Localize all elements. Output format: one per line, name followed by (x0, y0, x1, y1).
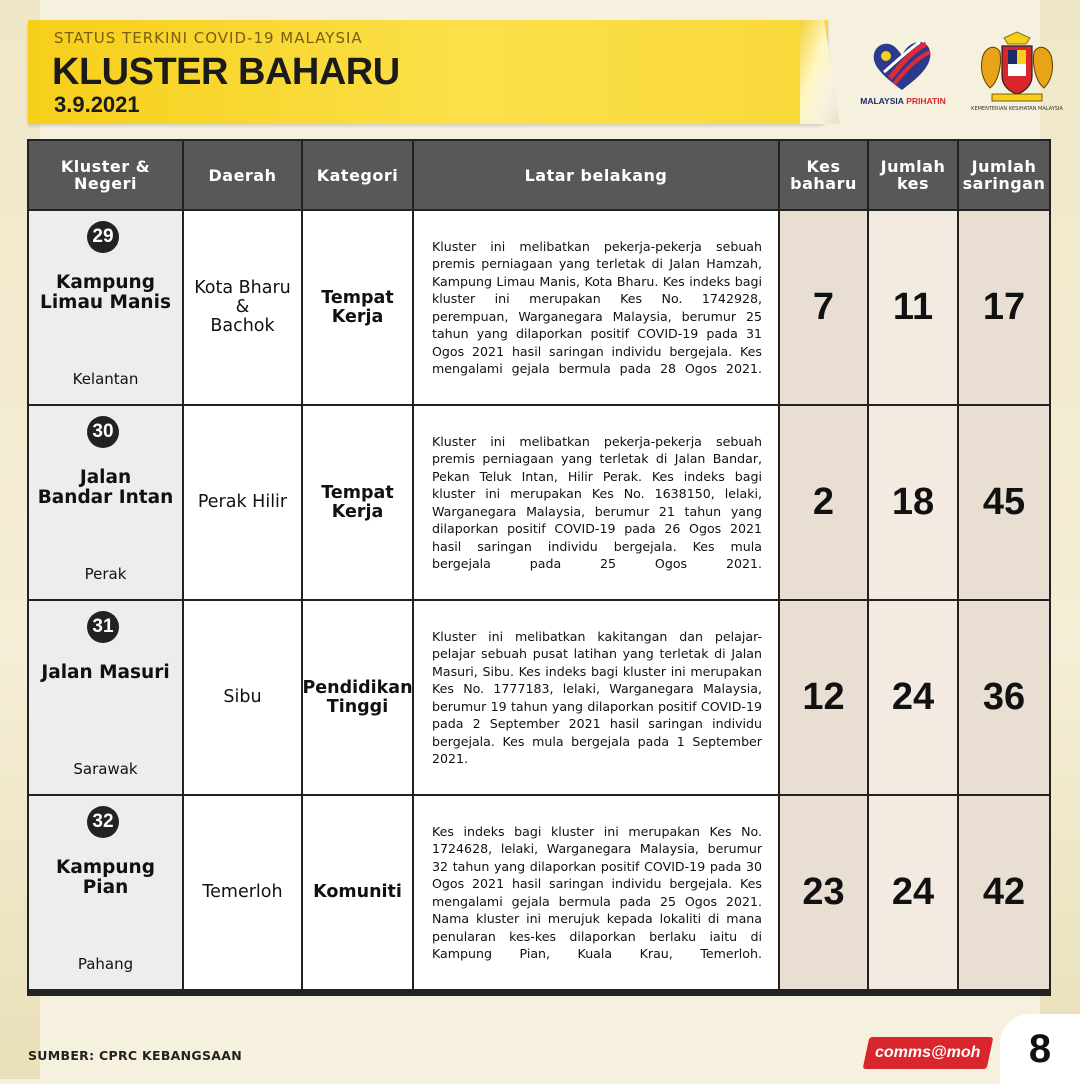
header-total-screening: Jumlah saringan (959, 141, 1049, 209)
malaysia-prihatin-logo (848, 38, 958, 110)
new-cases-cell: 7 (780, 211, 867, 404)
header-new-cases: Kes baharu (780, 141, 867, 209)
cluster-name: Kampung Pian (56, 857, 155, 898)
new-cases-cell: 23 (780, 796, 867, 989)
category-cell: Komuniti (303, 796, 412, 989)
cluster-number-badge: 31 (87, 611, 119, 643)
cluster-name: Jalan Masuri (41, 662, 170, 683)
header-total-cases: Jumlah kes (869, 141, 957, 209)
cluster-cell (29, 406, 182, 599)
background-text: Kes indeks bagi kluster ini merupakan Kes No. 1724628, lelaki, Warganegara Malaysia, berumur 32 tahun yang dilaporkan positif COVID-19 pada 30 Ogos 2021 hasil saringan individu bergejala. Kes mengalami gejala bermula pada 25 Ogos 2021. Nama kluster ini merujuk kepada lokaliti di mana penularan kes-kes dilaporkan berlaku iaitu di Kampung Pian, Kuala Krau, Temerloh. (432, 823, 762, 961)
cluster-cell (29, 211, 182, 404)
total-cases-cell: 18 (869, 406, 957, 599)
cluster-state: Sarawak (73, 760, 138, 778)
malaysia-prihatin-text: MALAYSIA PRIHATIN (860, 96, 946, 106)
category-cell: Tempat Kerja (303, 211, 412, 404)
banner-page-curl (800, 20, 840, 124)
district-cell: Perak Hilir (184, 406, 301, 599)
district-cell: Temerloh (184, 796, 301, 989)
cluster-state: Kelantan (72, 370, 139, 388)
header-district: Daerah (184, 141, 301, 209)
cluster-state: Perak (84, 565, 127, 583)
total-screening-cell: 36 (959, 601, 1049, 794)
total-screening-cell: 45 (959, 406, 1049, 599)
header-category: Kategori (303, 141, 412, 209)
header-date: 3.9.2021 (54, 92, 140, 117)
total-cases-cell: 24 (869, 796, 957, 989)
coat-of-arms-icon (974, 30, 1060, 104)
cluster-cell (29, 796, 182, 989)
heart-icon (870, 38, 934, 94)
background-cell (414, 211, 778, 404)
category-cell: Pendidikan Tinggi (303, 601, 412, 794)
cluster-state: Pahang (77, 955, 134, 973)
cluster-number-badge: 32 (87, 806, 119, 838)
comms-moh-tag: comms@moh (863, 1037, 994, 1069)
cluster-number-badge: 29 (87, 221, 119, 253)
background-text: Kluster ini melibatkan kakitangan dan pelajar-pelajar sebuah pusat latihan yang terletak di Jalan Masuri, Sibu. Kes indeks bagi kluster ini merupakan Kes No. 1777183, lelaki, Warganegara Malaysia, berumur 19 tahun yang dilaporkan positif COVID-19 pada 2 September 2021 hasil saringan individu bergejala. Kes mula bergejala pada 1 September 2021. (432, 628, 762, 766)
cluster-table (27, 139, 1051, 996)
cluster-cell (29, 601, 182, 794)
district-cell: Sibu (184, 601, 301, 794)
total-screening-cell: 17 (959, 211, 1049, 404)
cluster-name: Kampung Limau Manis (40, 272, 171, 313)
kkm-caption: KEMENTERIAN KESIHATAN MALAYSIA (971, 106, 1063, 112)
background-text: Kluster ini melibatkan pekerja-pekerja sebuah premis perniagaan yang terletak di Jalan Hamzah, Kampung Limau Manis, Kota Bharu. Kes indeks bagi kluster ini merupakan Kes No. 1742928, perempuan, Warganegara Malaysia, berumur 25 tahun yang dilaporkan positif COVID-19 pada 31 Ogos 2021 hasil saringan individu bergejala. Kes mengalami gejala bermula pada 28 Ogos 2021. (432, 238, 762, 376)
kkm-crest-logo (966, 30, 1068, 120)
new-cases-cell: 2 (780, 406, 867, 599)
category-cell: Tempat Kerja (303, 406, 412, 599)
background-text: Kluster ini melibatkan pekerja-pekerja sebuah premis perniagaan yang terletak di Jalan Bandar, Pekan Teluk Intan, Hilir Perak. Kes indeks bagi kluster ini merupakan Kes No. 1638150, lelaki, Warganegara Malaysia, berumur 21 tahun yang dilaporkan positif COVID-19 pada 26 Ogos 2021 hasil saringan individu bergejala. Kes mula bergejala pada 25 Ogos 2021. (432, 433, 762, 571)
cluster-name: Jalan Bandar Intan (37, 467, 174, 508)
header-cluster: Kluster & Negeri (29, 141, 182, 209)
source-text: SUMBER: CPRC KEBANGSAAN (28, 1048, 242, 1063)
district-cell: Kota Bharu & Bachok (184, 211, 301, 404)
background-cell (414, 406, 778, 599)
header-banner (28, 20, 828, 124)
background-cell (414, 601, 778, 794)
page-number: 8 (1000, 1014, 1080, 1084)
header-title: KLUSTER BAHARU (52, 51, 400, 93)
header-subtitle: STATUS TERKINI COVID-19 MALAYSIA (54, 29, 363, 47)
header-background: Latar belakang (414, 141, 778, 209)
new-cases-cell: 12 (780, 601, 867, 794)
cluster-number-badge: 30 (87, 416, 119, 448)
background-cell (414, 796, 778, 989)
total-cases-cell: 11 (869, 211, 957, 404)
total-screening-cell: 42 (959, 796, 1049, 989)
total-cases-cell: 24 (869, 601, 957, 794)
